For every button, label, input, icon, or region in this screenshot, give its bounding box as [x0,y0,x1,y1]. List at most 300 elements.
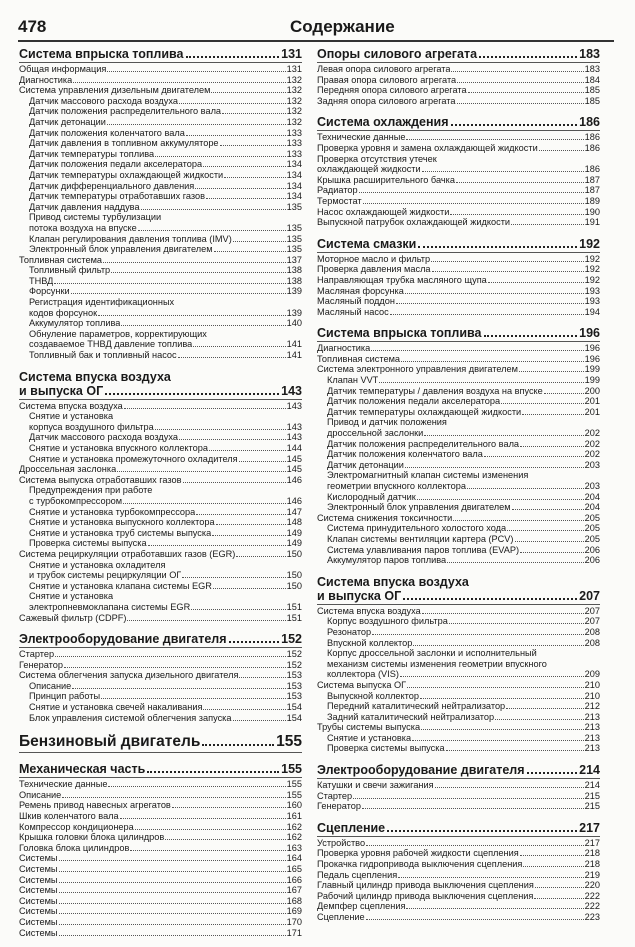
toc-entry[interactable] [317,691,600,702]
section-heading[interactable] [317,575,600,605]
entry-page: 191 [584,217,600,228]
leader-dots [202,744,274,746]
section-title: Система впрыска топлива [19,47,184,61]
toc-entry[interactable] [317,712,600,723]
entry-page: 139 [286,286,302,297]
toc-entry[interactable] [317,481,600,492]
entry-title: Снятие и установка охладителя [29,559,166,570]
entry-page: 153 [286,680,302,691]
leader-dots [233,720,286,721]
entry-page: 134 [286,169,302,180]
entry-title: Принцип работы [29,691,101,702]
toc-entry[interactable] [19,928,302,939]
entry-title: создаваемое ТНВД давление топлива [29,339,193,350]
toc-entry[interactable] [19,128,302,139]
leader-dots [54,283,285,284]
toc-entry[interactable] [19,159,302,170]
section-page: 152 [281,632,302,647]
toc-entry[interactable] [19,286,302,297]
toc-entry[interactable] [317,254,600,265]
entry-page: 152 [286,659,302,670]
entry-title: Аккумулятор топлива [29,318,121,329]
section-page: 217 [579,820,600,835]
leader-dots [422,171,584,172]
toc-entry[interactable] [19,106,302,117]
toc-entry[interactable] [317,64,600,75]
entry-title: Стартер [19,649,55,660]
toc-entry[interactable] [19,485,302,496]
toc-entry[interactable] [19,244,302,255]
entry-page: 217 [584,837,600,848]
toc-entry[interactable] [317,96,600,107]
toc-entry[interactable] [19,864,302,875]
toc-entry[interactable] [317,606,600,617]
leader-dots [450,214,583,215]
entry-page: 161 [286,811,302,822]
toc-entry[interactable] [19,443,302,454]
entry-title: Клапан системы вентиляции картера (PCV) [327,533,514,544]
page-number: 478 [18,17,47,36]
toc-entry[interactable] [19,297,302,308]
entry-page: 187 [584,174,600,185]
toc-entry[interactable] [19,885,302,896]
entry-title: Датчик температуры отработавших газов [29,191,206,202]
section-heading[interactable] [317,47,600,63]
entry-title: Датчик дифференциального давления [29,180,195,191]
toc-entry[interactable] [19,822,302,833]
section-title-line2: и выпуска ОГ [19,383,104,398]
entry-page: 135 [286,244,302,255]
section-heading[interactable] [317,763,600,779]
toc-entry[interactable] [317,460,600,471]
entry-title: Датчик температуры охлаждающей жидкости [29,169,224,180]
toc-entry[interactable] [317,207,600,218]
toc-entry[interactable] [19,138,302,149]
toc-entry[interactable] [317,791,600,802]
entry-title: Регистрация идентификационных [29,297,175,308]
toc-entry[interactable] [317,75,600,86]
toc-entry[interactable] [317,513,600,524]
leader-dots [172,807,286,808]
entry-page: 222 [584,890,600,901]
toc-entry[interactable] [317,396,600,407]
toc-entry[interactable] [317,901,600,912]
toc-entry[interactable] [19,475,302,486]
entry-title: с турбокомпрессором [29,495,123,506]
leader-dots [220,145,286,146]
entry-title: Описание [29,680,72,691]
entry-page: 186 [584,164,600,175]
entry-page: 183 [584,64,600,74]
toc-entry[interactable] [317,275,600,286]
toc-entry[interactable] [317,848,600,859]
toc-entry[interactable] [19,681,302,692]
entry-page: 166 [286,874,302,885]
toc-entry[interactable] [317,185,600,196]
toc-entry[interactable] [317,701,600,712]
entry-page: 192 [584,274,600,285]
leader-dots [191,609,285,610]
toc-entry[interactable] [317,264,600,275]
toc-entry[interactable] [19,212,302,223]
leader-dots [362,808,584,809]
toc-entry[interactable] [19,549,302,560]
toc-entry[interactable] [317,164,600,175]
toc-entry[interactable] [19,832,302,843]
entry-title: Система принудительного холостого хода [327,523,507,534]
leader-dots [457,82,584,83]
toc-entry[interactable] [317,286,600,297]
entry-page: 155 [286,779,302,790]
section-heading[interactable] [19,370,302,400]
entry-title: Датчик детонации [29,116,106,127]
leader-dots [400,676,584,677]
leader-dots [213,588,286,589]
toc-entry[interactable] [19,64,302,75]
toc-entry[interactable] [317,870,600,881]
entry-page: 135 [286,233,302,244]
leader-dots [179,103,286,104]
entry-title: Насос охлаждающей жидкости [317,206,450,217]
section-heading[interactable] [317,821,600,837]
entry-page: 152 [286,649,302,660]
toc-entry[interactable] [317,154,600,165]
toc-entry[interactable] [19,422,302,433]
toc-entry[interactable] [317,780,600,791]
toc-entry[interactable] [317,616,600,627]
toc-entry[interactable] [317,523,600,534]
entry-title: Правая опора силового агрегата [317,74,457,85]
toc-entry[interactable] [317,175,600,186]
toc-entry[interactable] [19,507,302,518]
toc-entry[interactable] [19,170,302,181]
entry-title: Устройство [317,837,366,848]
leader-dots [224,177,285,178]
entry-page: 134 [286,159,302,170]
entry-page: 222 [584,901,600,912]
toc-entry[interactable] [317,838,600,849]
toc-entry[interactable] [19,496,302,507]
toc-entry[interactable] [19,800,302,811]
leader-dots [229,641,280,643]
toc-entry[interactable] [317,545,600,556]
entry-page: 207 [584,616,600,627]
leader-dots [353,798,584,799]
entry-title: Выпускной коллектор [327,690,419,701]
entry-page: 192 [584,253,600,264]
entry-page: 213 [584,722,600,733]
leader-dots [520,552,584,553]
toc-entry[interactable] [317,638,600,649]
leader-dots [488,282,584,283]
toc-entry[interactable] [19,234,302,245]
entry-title: Снятие и установка свечей накаливания [29,702,203,713]
entry-page: 134 [286,191,302,202]
toc-entry[interactable] [19,875,302,886]
toc-entry[interactable] [317,143,600,154]
entry-page: 170 [286,916,302,927]
entry-page: 154 [286,712,302,723]
toc-entry[interactable] [19,191,302,202]
entry-page: 137 [286,254,302,265]
toc-entry[interactable] [19,308,302,319]
toc-entry[interactable] [19,318,302,329]
leader-dots [55,656,286,657]
entry-title: Дроссельная заслонка [19,464,117,475]
entry-title: Описание [19,789,62,800]
entry-page: 139 [286,307,302,318]
entry-page: 213 [584,732,600,743]
entry-title: потока воздуха на впуске [29,222,137,233]
toc-entry[interactable] [19,276,302,287]
toc-entry[interactable] [317,722,600,733]
leader-dots [413,645,583,646]
entry-title: Крышка расширительного бачка [317,174,456,185]
entry-title: Датчик температуры топлива [29,148,155,159]
toc-entry[interactable] [317,859,600,870]
toc-entry[interactable] [317,307,600,318]
toc-entry[interactable] [19,538,302,549]
entry-title: Демпфер сцепления [317,901,406,912]
entry-title: Кислородный датчик [327,491,416,502]
entry-page: 202 [584,428,600,439]
leader-dots [366,845,584,846]
toc-entry[interactable] [19,411,302,422]
entry-page: 131 [286,64,302,74]
toc-entry[interactable] [317,659,600,670]
toc-entry[interactable] [19,181,302,192]
entry-title: Задняя опора силового агрегата [317,95,456,106]
section-page: 196 [579,326,600,341]
leader-dots [193,346,285,347]
toc-entry[interactable] [19,906,302,917]
toc-entry[interactable] [19,401,302,412]
leader-dots [519,371,584,372]
toc-entry[interactable] [317,801,600,812]
leader-dots [495,719,584,720]
leader-dots [432,271,584,272]
entry-title: корпуса воздушного фильтра [29,421,154,432]
toc-entry[interactable] [19,265,302,276]
toc-entry[interactable] [19,75,302,86]
entry-title: Масляная форсунка [317,285,404,296]
toc-entry[interactable] [19,670,302,681]
entry-title: охлаждающей жидкости [317,164,421,175]
toc-entry[interactable] [19,454,302,465]
entry-title: Снятие и установка выпускного коллектора [29,517,215,528]
toc-entry[interactable] [19,570,302,581]
leader-dots [124,408,286,409]
leader-dots [515,541,584,542]
leader-dots [405,293,584,294]
toc-entry[interactable] [19,581,302,592]
toc-entry[interactable] [19,560,302,571]
entry-page: 206 [584,544,600,555]
toc-entry[interactable] [317,912,600,923]
entry-page: 135 [286,201,302,212]
entry-page: 185 [584,85,600,96]
toc-entry[interactable] [19,202,302,213]
toc-entry[interactable] [19,464,302,475]
toc-entry[interactable] [19,853,302,864]
toc-entry[interactable] [317,534,600,545]
toc-entry[interactable] [317,217,600,228]
toc-entry[interactable] [19,713,302,724]
leader-dots [120,818,286,819]
toc-entry[interactable] [317,669,600,680]
toc-entry[interactable] [317,428,600,439]
leader-dots [449,623,584,624]
entry-page: 160 [286,800,302,811]
leader-dots [59,882,286,883]
entry-title: Диагностика [317,343,371,354]
toc-entry[interactable] [19,339,302,350]
toc-entry[interactable] [19,350,302,361]
toc-entry[interactable] [19,528,302,539]
entry-page: 135 [286,222,302,233]
leader-dots [147,771,279,773]
toc-entry[interactable] [317,880,600,891]
section-heading[interactable] [19,762,302,778]
toc-entry[interactable] [317,555,600,566]
section-heading[interactable] [317,326,600,342]
toc-entry[interactable] [317,680,600,691]
entry-title: Трубы системы выпуска [317,722,421,733]
toc-entry[interactable] [19,896,302,907]
toc-entry[interactable] [19,96,302,107]
entry-page: 162 [286,832,302,843]
section-heading[interactable] [19,732,302,753]
entry-title: Радиатор [317,185,358,196]
section-title: Система впрыска топлива [317,326,482,341]
entry-title: Проверка системы выпуска [327,743,445,754]
toc-entry[interactable] [317,375,600,386]
leader-dots [103,262,286,263]
entry-page: 151 [286,612,302,623]
entry-title: Датчик детонации [327,459,404,470]
toc-entry[interactable] [19,591,302,602]
entry-page: 134 [286,180,302,191]
toc-entry[interactable] [19,790,302,801]
leader-dots [506,708,583,709]
section-heading[interactable] [317,115,600,131]
toc-entry[interactable] [19,85,302,96]
section-title: Механическая часть [19,762,146,777]
section-title: Электрооборудование двигателя [19,632,227,647]
toc-entry[interactable] [317,449,600,460]
entry-title: Сцепление [317,912,365,922]
entry-title: Направляющая трубка масляного щупа [317,274,487,285]
entry-title: Датчик массового расхода воздуха [29,95,178,106]
toc-entry[interactable] [317,417,600,428]
leader-dots [222,113,286,114]
section-page: 143 [281,383,302,398]
section-title: Бензиновый двигатель [19,733,201,751]
section-heading[interactable] [317,237,600,253]
entry-page: 155 [286,789,302,800]
entry-page: 193 [584,285,600,296]
toc-entry[interactable] [317,492,600,503]
toc-entry[interactable] [19,649,302,660]
toc-entry[interactable] [317,648,600,659]
leader-dots [239,677,285,678]
entry-title: Передняя опора силового агрегата [317,85,467,96]
leader-dots [512,509,584,510]
entry-title: Система управления дизельным двигателем [19,85,211,96]
toc-entry[interactable] [19,691,302,702]
toc-entry[interactable] [317,132,600,143]
leader-dots [138,230,286,231]
leader-dots [523,866,583,867]
toc-entry[interactable] [317,364,600,375]
leader-dots [453,520,583,521]
entry-page: 193 [584,296,600,307]
entry-title: Главный цилиндр привода выключения сцепления [317,880,534,891]
toc-entry[interactable] [317,296,600,307]
entry-title: Сиcтемы [19,895,58,906]
toc-entry[interactable] [19,811,302,822]
leader-dots [73,82,285,83]
toc-entry[interactable] [19,660,302,671]
toc-entry[interactable] [317,343,600,354]
leader-dots [484,456,584,457]
toc-entry[interactable] [19,917,302,928]
toc-entry[interactable] [317,354,600,365]
section-heading[interactable] [19,632,302,648]
leader-dots [101,698,286,699]
entry-page: 171 [286,927,302,938]
leader-dots [371,350,583,351]
toc-entry[interactable] [317,627,600,638]
entry-title: Снятие и установка впускного коллектора [29,443,208,453]
entry-title: Датчик температуры / давления воздуха на впуске [327,385,543,396]
toc-entry[interactable] [317,386,600,397]
toc-entry[interactable] [19,779,302,790]
toc-entry[interactable] [317,85,600,96]
toc-entry[interactable] [19,117,302,128]
toc-entry[interactable] [19,702,302,713]
entry-title: Электронный блок управления двигателем [327,502,511,513]
toc-entry[interactable] [19,613,302,624]
section-heading-block [19,370,302,398]
toc-entry[interactable] [317,407,600,418]
section-heading[interactable] [19,47,302,63]
entry-page: 154 [286,702,302,713]
leader-dots [527,772,578,774]
entry-title: Сиcтемы [19,853,58,864]
toc-entry[interactable] [19,602,302,613]
entry-title: Сиcтемы [19,906,58,917]
toc-entry[interactable] [19,432,302,443]
toc-entry[interactable] [317,733,600,744]
entry-page: 189 [584,195,600,206]
toc-entry[interactable] [19,255,302,266]
toc-entry[interactable] [317,470,600,481]
toc-entry[interactable] [19,149,302,160]
entry-page: 165 [286,864,302,874]
toc-entry[interactable] [317,196,600,207]
leader-dots [98,315,286,316]
toc-entry[interactable] [19,517,302,528]
toc-entry[interactable] [19,843,302,854]
entry-title: Система выпуска ОГ [317,679,407,690]
toc-entry[interactable] [317,743,600,754]
entry-title: Датчик давления наддува [29,201,140,212]
toc-entry[interactable] [317,502,600,513]
toc-entry[interactable] [19,329,302,340]
toc-entry[interactable] [19,223,302,234]
toc-entry[interactable] [317,439,600,450]
